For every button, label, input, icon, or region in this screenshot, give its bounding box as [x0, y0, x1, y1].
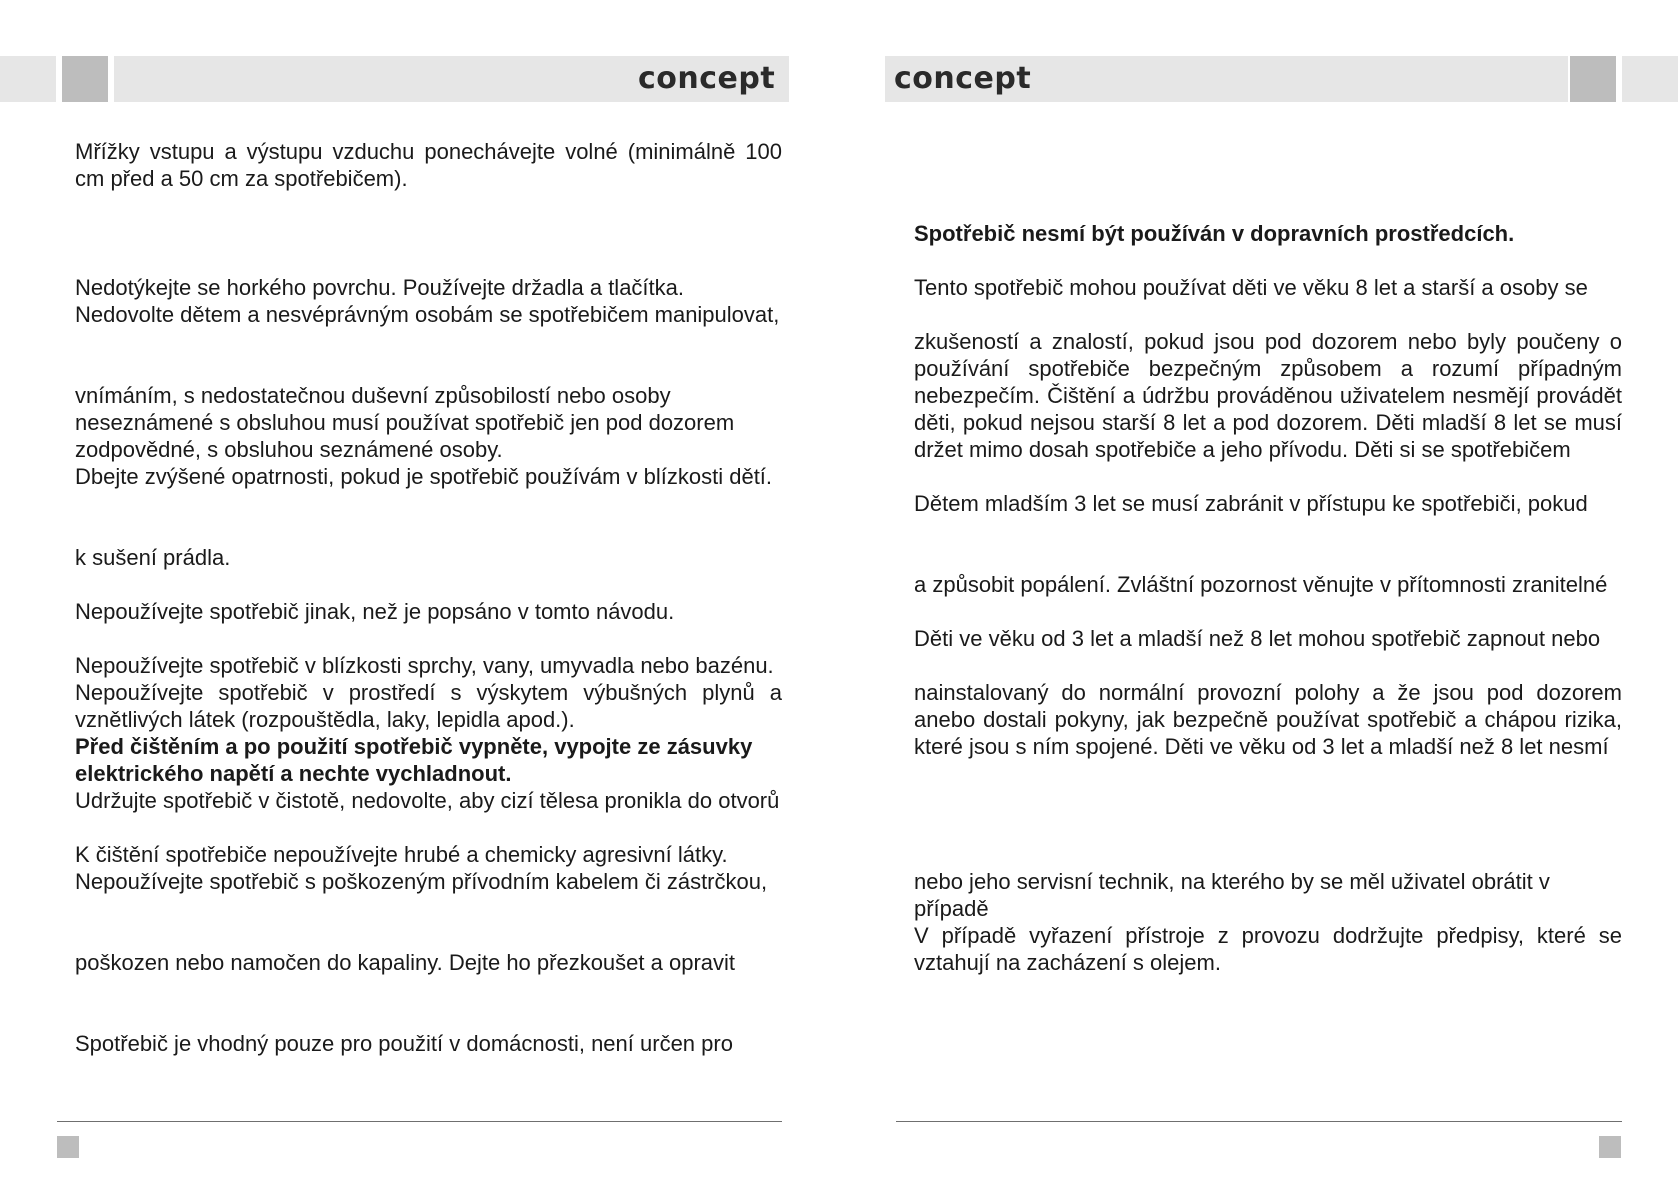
- page-marker-left: [57, 1136, 79, 1158]
- header-block-left: [62, 56, 108, 102]
- paragraph: nebo jeho servisní technik, na kterého by se měl uživatel obrátit v případě: [914, 869, 1550, 921]
- paragraph: Dětem mladším 3 let se musí zabránit v přístupu ke spotřebiči, pokud: [914, 491, 1588, 516]
- paragraph: nainstalovaný do normální provozní polohy a že jsou pod dozorem anebo dostali pokyny, jak bezpečně používat spotřebič a chápou rizika, které jsou s ním spojené. Děti ve věku od 3 let a mladší než 8 let nesmí: [914, 680, 1622, 759]
- paragraph: vnímáním, s nedostatečnou duševní způsobilostí nebo osoby neseznámené s obsluhou musí používat spotřebič jen pod dozorem zodpovědné, s obsluhou seznámené osoby.: [75, 383, 735, 462]
- paragraph: k sušení prádla.: [75, 545, 231, 570]
- footer-rule-right: [896, 1121, 1622, 1122]
- paragraph: Nepoužívejte spotřebič jinak, než je popsáno v tomto návodu.: [75, 599, 675, 624]
- paragraph: V případě vyřazení přístroje z provozu dodržujte předpisy, které se vztahují na zacházení s olejem.: [914, 923, 1622, 975]
- paragraph: Nepoužívejte spotřebič v prostředí s výskytem výbušných plynů a vznětlivých látek (rozpouštědla, laky, lepidla apod.).: [75, 680, 782, 732]
- paragraph: Spotřebič je vhodný pouze pro použití v domácnosti, není určen pro: [75, 1031, 733, 1056]
- footer-rule-left: [57, 1121, 782, 1122]
- paragraph: poškozen nebo namočen do kapaliny. Dejte ho přezkoušet a opravit: [75, 950, 736, 975]
- brand-logo-right: concept: [894, 61, 1032, 96]
- paragraph: zkušeností a znalostí, pokud jsou pod dozorem nebo byly poučeny o používání spotřebiče bezpečným způsobem a rozumí případným nebezpečím. Čištění a údržbu prováděnou uživatelem nesmějí provádět děti, pokud nejsou starší 8 let a pod dozorem. Děti mladší 8 let se musí držet mimo dosah spotřebiče a jeho přívodu. Děti si se spotřebičem: [914, 329, 1622, 462]
- paragraph: Mřížky vstupu a výstupu vzduchu ponechávejte volné (minimálně 100 cm před a 50 cm za spotřebičem).: [75, 139, 782, 191]
- paragraph: a způsobit popálení. Zvláštní pozornost věnujte v přítomnosti zranitelné: [914, 572, 1608, 597]
- paragraph: K čištění spotřebiče nepoužívejte hrubé a chemicky agresivní látky.: [75, 842, 728, 867]
- paragraph: Nepoužívejte spotřebič v blízkosti sprchy, vany, umyvadla nebo bazénu.: [75, 653, 774, 678]
- bold-warning: Spotřebič nesmí být používán v dopravních prostředcích.: [914, 221, 1515, 246]
- page-marker-right: [1599, 1136, 1621, 1158]
- paragraph: Dbejte zvýšené opatrnosti, pokud je spotřebič používám v blízkosti dětí.: [75, 464, 773, 489]
- header-band-left-outer: [0, 56, 56, 102]
- paragraph: Děti ve věku od 3 let a mladší než 8 let mohou spotřebič zapnout nebo: [914, 626, 1601, 651]
- header-block-right: [1570, 56, 1616, 102]
- paragraph: Nedotýkejte se horkého povrchu. Používejte držadla a tlačítka.: [75, 275, 685, 300]
- paragraph: Udržujte spotřebič v čistotě, nedovolte, aby cizí tělesa pronikla do otvorů: [75, 788, 780, 813]
- header-band-right-outer: [1622, 56, 1678, 102]
- brand-logo-left: concept: [638, 61, 776, 96]
- paragraph: Tento spotřebič mohou používat děti ve věku 8 let a starší a osoby se: [914, 275, 1588, 300]
- paragraph: Nedovolte dětem a nesvéprávným osobám se spotřebičem manipulovat,: [75, 302, 780, 327]
- paragraph: Nepoužívejte spotřebič s poškozeným přívodním kabelem či zástrčkou,: [75, 869, 768, 894]
- bold-warning: Před čištěním a po použití spotřebič vypněte, vypojte ze zásuvky elektrického napětí a nechte vychladnout.: [75, 734, 753, 786]
